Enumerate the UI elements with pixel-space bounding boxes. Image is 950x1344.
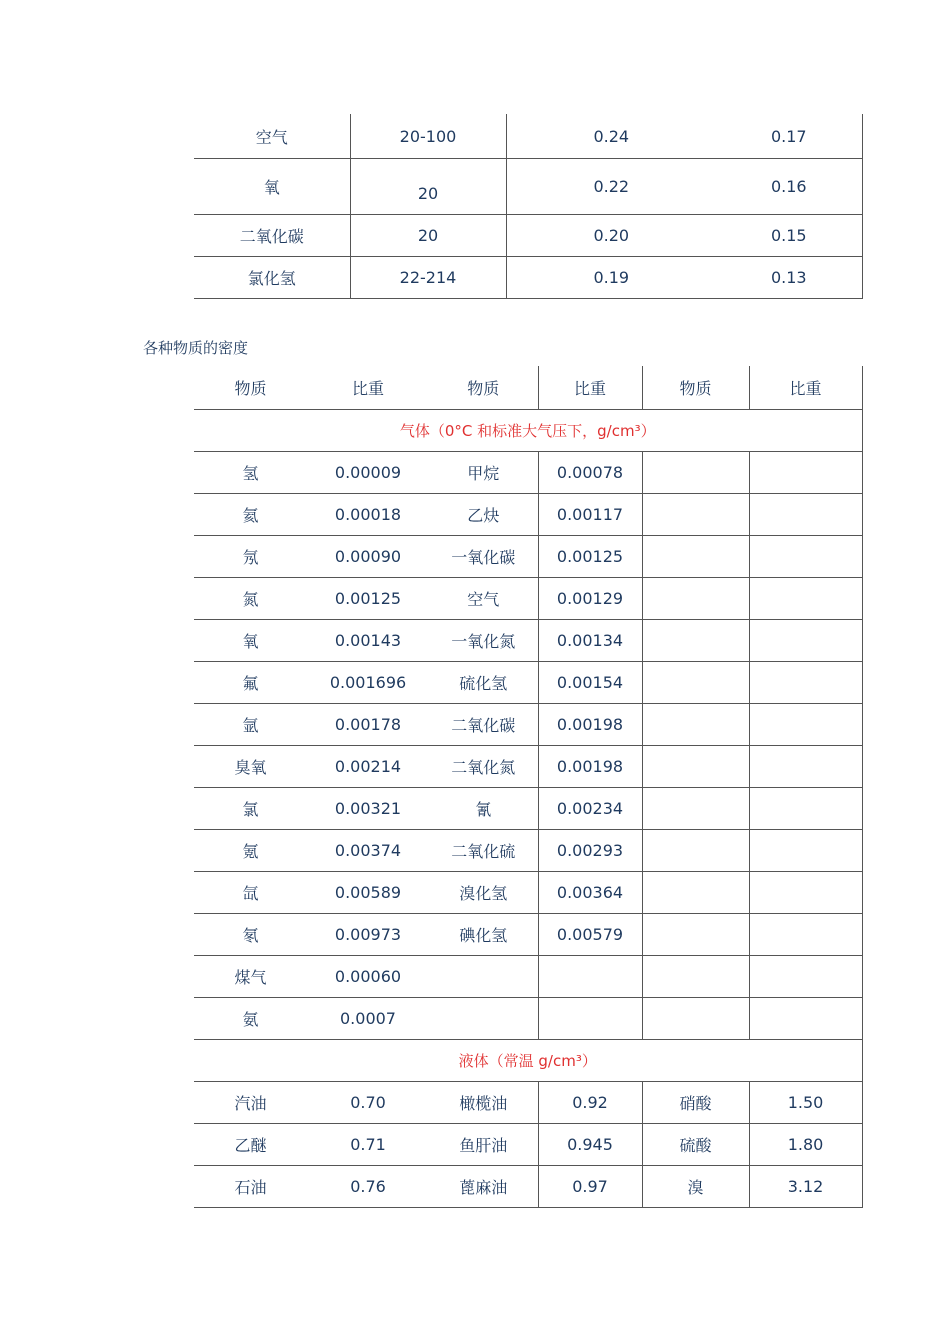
table-cell <box>642 578 749 620</box>
table-cell: 一氧化氮 <box>429 620 538 662</box>
table-cell <box>642 536 749 578</box>
table-cell: 20 <box>350 215 506 257</box>
table-cell: 3.12 <box>749 1166 862 1208</box>
table-cell <box>749 830 862 872</box>
table-cell <box>749 998 862 1040</box>
table-cell: 溴化氢 <box>429 872 538 914</box>
table-cell: 1.80 <box>749 1124 862 1166</box>
table-cell: 0.19 <box>506 257 716 299</box>
table-cell <box>749 956 862 998</box>
table-row <box>194 1166 862 1208</box>
table-cell: 0.00293 <box>538 830 642 872</box>
table-row <box>194 494 862 536</box>
table-cell: 0.00125 <box>538 536 642 578</box>
table-row <box>194 914 862 956</box>
table-row <box>194 872 862 914</box>
table-cell: 0.00078 <box>538 452 642 494</box>
table-cell: 0.16 <box>716 159 862 215</box>
table-cell: 0.00154 <box>538 662 642 704</box>
table-row <box>194 215 862 257</box>
table-cell: 橄榄油 <box>429 1082 538 1124</box>
table-row <box>194 578 862 620</box>
table-cell <box>749 788 862 830</box>
table-cell: 氦 <box>194 494 307 536</box>
column-header: 物质 <box>642 366 749 410</box>
table-cell: 硝酸 <box>642 1082 749 1124</box>
table-cell <box>749 452 862 494</box>
table-cell: 0.20 <box>506 215 716 257</box>
specific-heat-table <box>194 114 863 299</box>
table-cell: 氧 <box>194 620 307 662</box>
table-cell: 硫化氢 <box>429 662 538 704</box>
table-cell <box>642 830 749 872</box>
table-cell: 氙 <box>194 872 307 914</box>
table-cell: 0.92 <box>538 1082 642 1124</box>
table-cell <box>538 998 642 1040</box>
table-row <box>194 788 862 830</box>
table-cell: 乙炔 <box>429 494 538 536</box>
table-cell: 0.17 <box>716 114 862 159</box>
table-cell: 0.00589 <box>307 872 429 914</box>
table-cell: 蓖麻油 <box>429 1166 538 1208</box>
table-cell: 0.00060 <box>307 956 429 998</box>
table-row <box>194 159 862 215</box>
table-cell <box>749 704 862 746</box>
table-cell: 乙醚 <box>194 1124 307 1166</box>
table-cell: 0.00973 <box>307 914 429 956</box>
table-cell <box>749 620 862 662</box>
header-row <box>194 366 862 410</box>
table-cell <box>749 914 862 956</box>
liquid-section-label: 液体（常温 g/cm³） <box>194 1040 862 1082</box>
table-cell: 22-214 <box>350 257 506 299</box>
liquid-section <box>194 1040 862 1082</box>
table-cell: 0.97 <box>538 1166 642 1208</box>
density-caption: 各种物质的密度 <box>143 339 249 357</box>
table-cell: 氡 <box>194 914 307 956</box>
table-cell <box>429 998 538 1040</box>
table-cell: 0.00009 <box>307 452 429 494</box>
table-row <box>194 1082 862 1124</box>
table-cell <box>642 704 749 746</box>
table-row <box>194 257 862 299</box>
table-cell: 0.00178 <box>307 704 429 746</box>
table-cell: 0.00234 <box>538 788 642 830</box>
table-cell <box>642 998 749 1040</box>
table-cell <box>749 578 862 620</box>
table-cell: 0.00129 <box>538 578 642 620</box>
table-row <box>194 998 862 1040</box>
table-cell: 二氧化碳 <box>429 704 538 746</box>
table-cell <box>749 536 862 578</box>
table-cell: 0.001696 <box>307 662 429 704</box>
table-cell: 0.00090 <box>307 536 429 578</box>
table-cell <box>642 452 749 494</box>
table-cell: 0.00374 <box>307 830 429 872</box>
table-cell: 汽油 <box>194 1082 307 1124</box>
gas-section <box>194 410 862 452</box>
table-cell: 0.15 <box>716 215 862 257</box>
table-cell <box>642 914 749 956</box>
table-cell <box>642 494 749 536</box>
table-cell: 0.00579 <box>538 914 642 956</box>
table-row <box>194 1124 862 1166</box>
table-cell <box>642 956 749 998</box>
table-cell: 0.945 <box>538 1124 642 1166</box>
column-header: 物质 <box>194 366 307 410</box>
table-cell: 空气 <box>429 578 538 620</box>
table-cell <box>642 746 749 788</box>
table-row <box>194 452 862 494</box>
table-cell: 氨 <box>194 998 307 1040</box>
table-cell: 0.71 <box>307 1124 429 1166</box>
table-cell: 煤气 <box>194 956 307 998</box>
table-cell: 石油 <box>194 1166 307 1208</box>
table-cell: 氮 <box>194 578 307 620</box>
column-header: 比重 <box>307 366 429 410</box>
table-cell <box>642 620 749 662</box>
table-row <box>194 704 862 746</box>
table-cell <box>429 956 538 998</box>
column-header: 物质 <box>429 366 538 410</box>
table-cell: 0.00198 <box>538 704 642 746</box>
table-cell: 氩 <box>194 704 307 746</box>
table-cell: 0.22 <box>506 159 716 215</box>
table-cell: 20-100 <box>350 114 506 159</box>
table-cell <box>538 956 642 998</box>
table-cell: 氯 <box>194 788 307 830</box>
table-cell: 0.00018 <box>307 494 429 536</box>
table-cell: 20 <box>350 159 506 215</box>
table-cell: 0.00198 <box>538 746 642 788</box>
table-cell: 溴 <box>642 1166 749 1208</box>
table-row <box>194 956 862 998</box>
table-cell: 0.00214 <box>307 746 429 788</box>
table-cell <box>642 872 749 914</box>
table-cell: 氖 <box>194 536 307 578</box>
table-cell: 氪 <box>194 830 307 872</box>
table-cell: 0.00125 <box>307 578 429 620</box>
table-row <box>194 114 862 159</box>
table-cell <box>642 788 749 830</box>
table-cell <box>749 494 862 536</box>
table-cell: 0.00134 <box>538 620 642 662</box>
table-row <box>194 620 862 662</box>
gas-section-label: 气体（0°C 和标准大气压下，g/cm³） <box>194 410 862 452</box>
table-cell: 0.00321 <box>307 788 429 830</box>
table-cell: 0.00143 <box>307 620 429 662</box>
table-row <box>194 662 862 704</box>
table-cell: 甲烷 <box>429 452 538 494</box>
table-cell <box>749 662 862 704</box>
table-cell: 氯化氢 <box>194 257 350 299</box>
table-cell <box>642 662 749 704</box>
table-cell: 0.70 <box>307 1082 429 1124</box>
table-cell: 硫酸 <box>642 1124 749 1166</box>
column-header: 比重 <box>538 366 642 410</box>
table-cell: 鱼肝油 <box>429 1124 538 1166</box>
table-row <box>194 746 862 788</box>
table-cell: 氢 <box>194 452 307 494</box>
table-cell: 空气 <box>194 114 350 159</box>
density-table <box>194 366 863 1208</box>
table-cell: 0.00117 <box>538 494 642 536</box>
table-row <box>194 536 862 578</box>
table-row <box>194 830 862 872</box>
table-cell <box>749 746 862 788</box>
table-cell: 0.24 <box>506 114 716 159</box>
table-cell: 0.76 <box>307 1166 429 1208</box>
table-cell: 0.13 <box>716 257 862 299</box>
table-cell: 碘化氢 <box>429 914 538 956</box>
column-header: 比重 <box>749 366 862 410</box>
table-cell: 氰 <box>429 788 538 830</box>
table-cell: 0.00364 <box>538 872 642 914</box>
table-cell: 氟 <box>194 662 307 704</box>
table-cell: 氧 <box>194 159 350 215</box>
table-cell: 1.50 <box>749 1082 862 1124</box>
table-cell: 二氧化碳 <box>194 215 350 257</box>
table-cell: 一氧化碳 <box>429 536 538 578</box>
table-cell: 0.0007 <box>307 998 429 1040</box>
table-cell: 臭氧 <box>194 746 307 788</box>
table-cell <box>749 872 862 914</box>
table-cell: 二氧化氮 <box>429 746 538 788</box>
table-cell: 二氧化硫 <box>429 830 538 872</box>
